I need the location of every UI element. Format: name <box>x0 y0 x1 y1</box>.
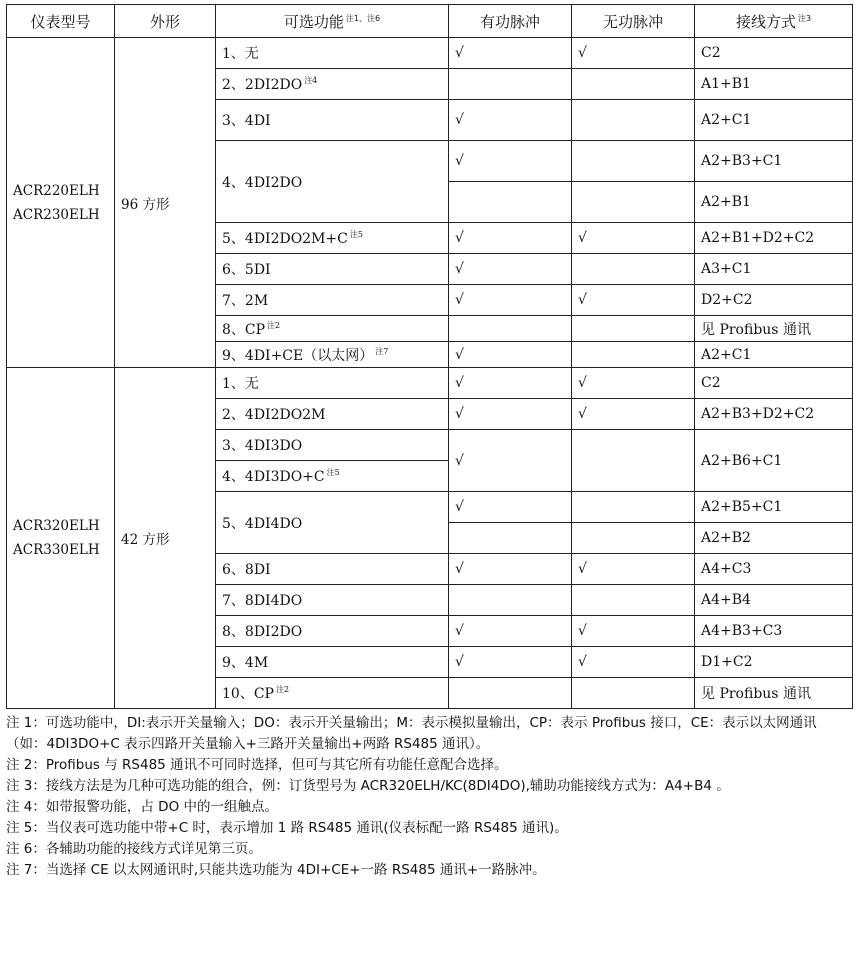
wiring-cell: A1+B1 <box>695 69 853 100</box>
active-pulse-cell: √ <box>449 368 572 399</box>
function-label: 3、4DI <box>222 113 271 129</box>
function-note: 注2 <box>275 685 290 694</box>
footnote: 注 5：当仪表可选功能中带+C 时，表示增加 1 路 RS485 通讯(仪表标配一路 RS485 通讯)。 <box>6 820 568 836</box>
function-cell <box>216 678 449 709</box>
function-label: 1、无 <box>222 376 259 392</box>
function-label: 1、无 <box>222 46 259 62</box>
header-wiring-label: 接线方式 <box>735 12 796 31</box>
function-cell <box>216 141 449 223</box>
function-label: 2、2DI2DO <box>222 77 303 93</box>
reactive-pulse-cell <box>572 69 695 100</box>
function-label: 5、4DI4DO <box>222 515 303 532</box>
wiring-cell: A4+C3 <box>695 554 853 585</box>
header-shape: 外形 <box>115 5 216 38</box>
reactive-pulse-cell: √ <box>572 554 695 585</box>
active-pulse-cell <box>449 182 572 223</box>
header-row <box>7 5 853 38</box>
active-pulse-cell: √ <box>449 223 572 254</box>
function-cell <box>216 647 449 678</box>
reactive-pulse-cell <box>572 100 695 141</box>
function-cell <box>216 285 449 316</box>
footnote: 注 4：如带报警功能，占 DO 中的一组触点。 <box>6 799 278 815</box>
reactive-pulse-cell <box>572 342 695 368</box>
active-pulse-cell: √ <box>449 285 572 316</box>
function-label: 8、CP <box>222 321 266 338</box>
footnote: 注 1：可选功能中，DI:表示开关量输入；DO：表示开关量输出；M：表示模拟量输出，CP：表示 Profibus 接口，CE：表示以太网通讯（如：4DI3DO+C 表示四路开关量输入+三路开关量输出+两路 RS485 通讯）。 <box>6 715 817 752</box>
header-functions-label: 可选功能 <box>283 12 344 31</box>
active-pulse-cell <box>449 585 572 616</box>
function-label: 8、8DI2DO <box>222 624 303 640</box>
function-note: 注7 <box>375 346 389 356</box>
footnote: 注 6：各辅助功能的接线方式详见第三页。 <box>6 841 262 857</box>
active-pulse-cell: √ <box>449 554 572 585</box>
wiring-cell: A4+B3+C3 <box>695 616 853 647</box>
reactive-pulse-cell <box>572 316 695 342</box>
footnote: 注 3：接线方法是为几种可选功能的组合，例：订货型号为 ACR320ELH/KC(8DI4DO),辅助功能接线方式为：A4+B4 。 <box>6 778 730 794</box>
active-pulse-cell <box>449 316 572 342</box>
active-pulse-cell: √ <box>449 616 572 647</box>
function-cell <box>216 585 449 616</box>
reactive-pulse-cell <box>572 141 695 182</box>
footnotes <box>6 713 852 881</box>
function-label: 4、4DI3DO+C <box>222 469 325 485</box>
document-page <box>6 4 852 881</box>
table-row <box>7 38 853 69</box>
function-cell <box>216 38 449 69</box>
header-wiring <box>695 5 853 38</box>
function-cell <box>216 254 449 285</box>
function-note: 注5 <box>349 230 363 239</box>
model-cell <box>7 368 115 709</box>
function-label: 7、2M <box>222 293 269 309</box>
function-label: 2、4DI2DO2M <box>222 407 326 423</box>
model-name: ACR320ELH <box>13 518 100 534</box>
wiring-cell: A2+B1 <box>695 182 853 223</box>
function-label: 6、5DI <box>222 262 271 278</box>
table-row <box>7 368 853 399</box>
reactive-pulse-cell: √ <box>572 616 695 647</box>
header-reactive-pulse: 无功脉冲 <box>572 5 695 38</box>
function-label: 10、CP <box>222 686 274 702</box>
wiring-cell: A2+B5+C1 <box>695 492 853 523</box>
reactive-pulse-cell <box>572 585 695 616</box>
active-pulse-cell: √ <box>449 141 572 182</box>
spec-table <box>6 4 853 709</box>
wiring-cell: 见 Profibus 通讯 <box>695 678 853 709</box>
wiring-cell: C2 <box>695 368 853 399</box>
active-pulse-cell: √ <box>449 38 572 69</box>
function-cell <box>216 223 449 254</box>
footnote: 注 2：Profibus 与 RS485 通讯不可同时选择，但可与其它所有功能任意配合选择。 <box>6 757 508 773</box>
model-name: ACR220ELH <box>13 182 100 199</box>
reactive-pulse-cell <box>572 254 695 285</box>
wiring-cell: D2+C2 <box>695 285 853 316</box>
function-note: 注2 <box>267 320 281 330</box>
function-note: 注5 <box>326 468 340 477</box>
wiring-cell: A2+B1+D2+C2 <box>695 223 853 254</box>
function-label: 7、8DI4DO <box>222 593 303 609</box>
reactive-pulse-cell: √ <box>572 285 695 316</box>
shape-cell: 42 方形 <box>115 368 216 709</box>
function-label: 9、4M <box>222 655 269 671</box>
reactive-pulse-cell <box>572 678 695 709</box>
active-pulse-cell: √ <box>449 100 572 141</box>
active-pulse-cell: √ <box>449 647 572 678</box>
reactive-pulse-cell: √ <box>572 368 695 399</box>
active-pulse-cell: √ <box>449 492 572 523</box>
active-pulse-cell: √ <box>449 399 572 430</box>
function-cell <box>216 69 449 100</box>
reactive-pulse-cell <box>572 430 695 492</box>
header-functions <box>216 5 449 38</box>
reactive-pulse-cell: √ <box>572 38 695 69</box>
function-cell <box>216 368 449 399</box>
footnote: 注 7：当选择 CE 以太网通讯时,只能共选功能为 4DI+CE+一路 RS485 通讯+一路脉冲。 <box>6 862 546 878</box>
model-name: ACR330ELH <box>13 542 100 558</box>
function-label: 5、4DI2DO2M+C <box>222 231 348 247</box>
reactive-pulse-cell: √ <box>572 223 695 254</box>
active-pulse-cell: √ <box>449 254 572 285</box>
wiring-cell: A2+B6+C1 <box>695 430 853 492</box>
wiring-cell: A2+B3+D2+C2 <box>695 399 853 430</box>
wiring-cell: A2+B2 <box>695 523 853 554</box>
reactive-pulse-cell: √ <box>572 399 695 430</box>
active-pulse-cell <box>449 523 572 554</box>
shape-cell: 96 方形 <box>115 38 216 368</box>
active-pulse-cell <box>449 678 572 709</box>
function-cell <box>216 342 449 368</box>
wiring-cell: D1+C2 <box>695 647 853 678</box>
function-cell <box>216 616 449 647</box>
function-label: 6、8DI <box>222 562 271 578</box>
function-label: 4、4DI2DO <box>222 174 303 191</box>
function-cell <box>216 316 449 342</box>
wiring-cell: A2+B3+C1 <box>695 141 853 182</box>
model-cell <box>7 38 115 368</box>
header-functions-note: 注1、注6 <box>345 13 381 23</box>
model-name: ACR230ELH <box>13 206 100 223</box>
function-label: 9、4DI+CE（以太网） <box>222 347 374 364</box>
function-note: 注4 <box>304 76 318 85</box>
active-pulse-cell <box>449 69 572 100</box>
function-label: 3、4DI3DO <box>222 438 303 454</box>
function-cell <box>216 399 449 430</box>
wiring-cell: A4+B4 <box>695 585 853 616</box>
function-cell <box>216 430 449 461</box>
active-pulse-cell: √ <box>449 430 572 492</box>
function-cell <box>216 492 449 554</box>
function-cell <box>216 100 449 141</box>
header-model: 仪表型号 <box>7 5 115 38</box>
wiring-cell: 见 Profibus 通讯 <box>695 316 853 342</box>
wiring-cell: A2+C1 <box>695 100 853 141</box>
reactive-pulse-cell: √ <box>572 647 695 678</box>
reactive-pulse-cell <box>572 523 695 554</box>
active-pulse-cell: √ <box>449 342 572 368</box>
wiring-cell: A3+C1 <box>695 254 853 285</box>
reactive-pulse-cell <box>572 182 695 223</box>
function-cell <box>216 461 449 492</box>
header-wiring-note: 注3 <box>797 13 812 23</box>
wiring-cell: C2 <box>695 38 853 69</box>
function-cell <box>216 554 449 585</box>
reactive-pulse-cell <box>572 492 695 523</box>
header-active-pulse: 有功脉冲 <box>449 5 572 38</box>
wiring-cell: A2+C1 <box>695 342 853 368</box>
